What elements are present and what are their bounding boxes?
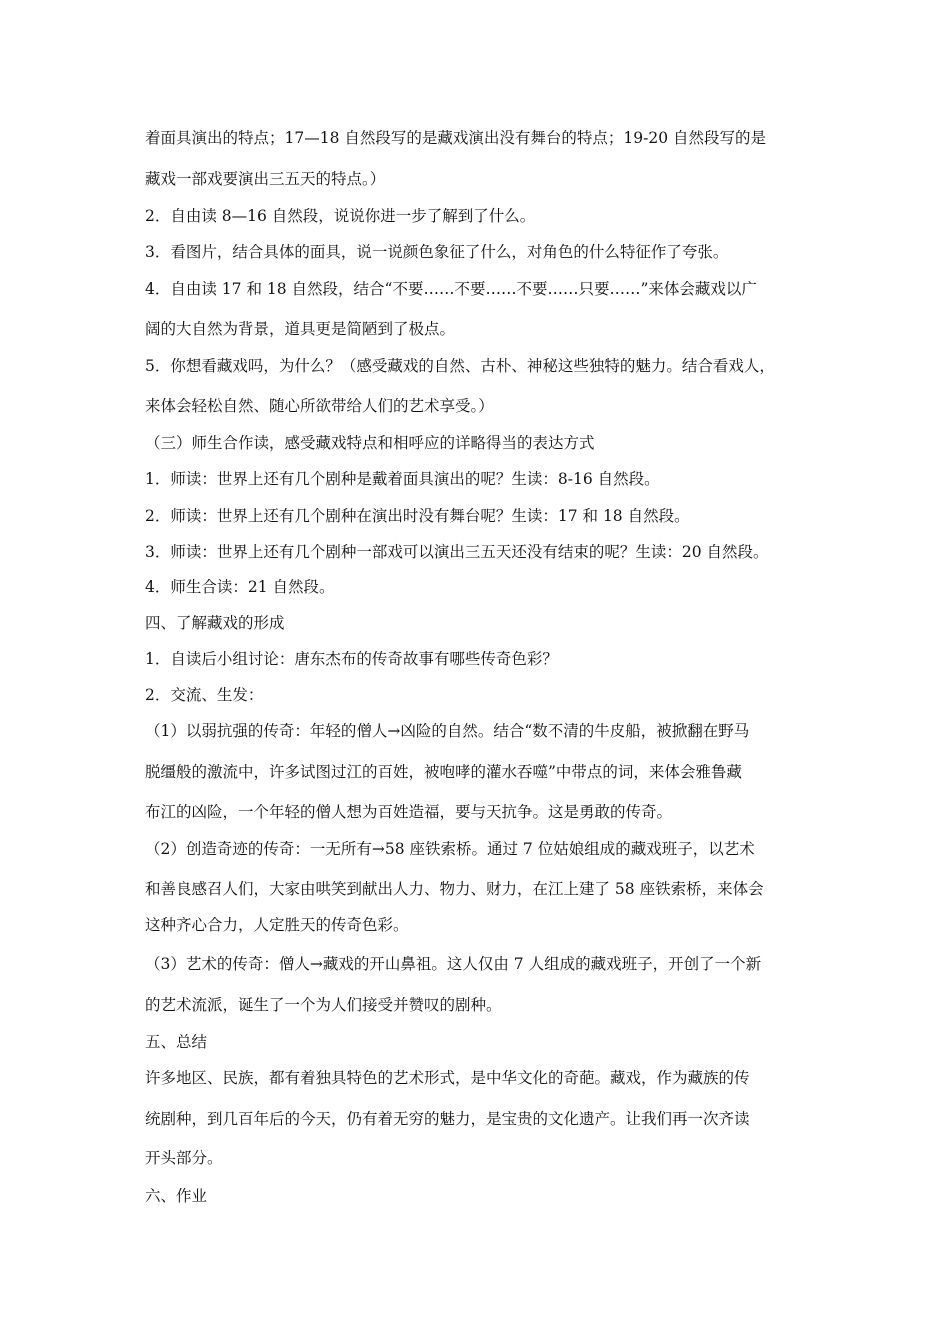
text-line: 4．自由读 17 和 18 自然段，结合“不要……不要……不要……只要……”来体会藏戏以广: [145, 280, 757, 298]
text-line: 布江的凶险，一个年轻的僧人想为百姓造福，要与天抗争。这是勇敢的传奇。: [145, 803, 673, 821]
section-heading: （三）师生合作读，感受藏戏特点和相呼应的详略得当的表达方式: [145, 434, 595, 452]
text-line: 统剧种，到几百年后的今天，仍有着无穷的魅力，是宝贵的文化遗产。让我们再一次齐读: [145, 1110, 750, 1128]
text-line: 2．师读：世界上还有几个剧种在演出时没有舞台呢？生读：17 和 18 自然段。: [145, 507, 690, 525]
text-line: （3）艺术的传奇：僧人→藏戏的开山鼻祖。这人仅由 7 人组成的藏戏班子，开创了一个新: [145, 955, 762, 973]
text-line: 许多地区、民族，都有着独具特色的艺术形式，是中华文化的奇葩。藏戏，作为藏族的传: [145, 1069, 750, 1087]
text-line: 着面具演出的特点；17—18 自然段写的是藏戏演出没有舞台的特点；19-20 自然段写的是: [145, 129, 766, 147]
text-line: 3．看图片，结合具体的面具，说一说颜色象征了什么，对角色的什么特征作了夸张。: [145, 243, 729, 261]
text-line: 开头部分。: [145, 1149, 223, 1167]
text-line: 的艺术流派，诞生了一个为人们接受并赞叹的剧种。: [145, 996, 502, 1014]
text-line: 1．师读：世界上还有几个剧种是戴着面具演出的呢？生读：8-16 自然段。: [145, 470, 660, 488]
text-line: （2）创造奇迹的传奇：一无所有→58 座铁索桥。通过 7 位姑娘组成的藏戏班子，以艺术: [145, 840, 755, 858]
text-line: 2．自由读 8—16 自然段，说说你进一步了解到了什么。: [145, 207, 536, 225]
text-line: 这种齐心合力，人定胜天的传奇色彩。: [145, 916, 409, 934]
text-line: 1．自读后小组讨论：唐东杰布的传奇故事有哪些传奇色彩？: [145, 650, 558, 668]
text-line: 2．交流、生发：: [145, 686, 264, 704]
section-heading: 六、作业: [145, 1187, 208, 1205]
text-line: 5．你想看藏戏吗，为什么？（感受藏戏的自然、古朴、神秘这些独特的魅力。结合看戏人，: [145, 357, 775, 375]
text-line: 脱缰般的激流中，许多试图过江的百姓，被咆哮的灌水吞噬”中带点的词，来体会雅鲁藏: [145, 763, 742, 781]
text-line: 4．师生合读：21 自然段。: [145, 578, 335, 596]
text-line: 来体会轻松自然、随心所欲带给人们的艺术享受。）: [145, 397, 494, 415]
text-line: 阔的大自然为背景，道具更是简陋到了极点。: [145, 320, 456, 338]
text-line: 3．师读：世界上还有几个剧种一部戏可以演出三五天还没有结束的呢？生读：20 自然段。: [145, 543, 769, 561]
section-heading: 五、总结: [145, 1033, 208, 1051]
text-line: （1）以弱抗强的传奇：年轻的僧人→凶险的自然。结合“数不清的牛皮船，被掀翻在野马: [145, 722, 750, 740]
text-line: 和善良感召人们，大家由哄笑到献出人力、物力、财力，在江上建了 58 座铁索桥，来体会: [145, 880, 764, 898]
text-line: 藏戏一部戏要演出三五天的特点。）: [145, 170, 386, 188]
section-heading: 四、了解藏戏的形成: [145, 614, 285, 632]
